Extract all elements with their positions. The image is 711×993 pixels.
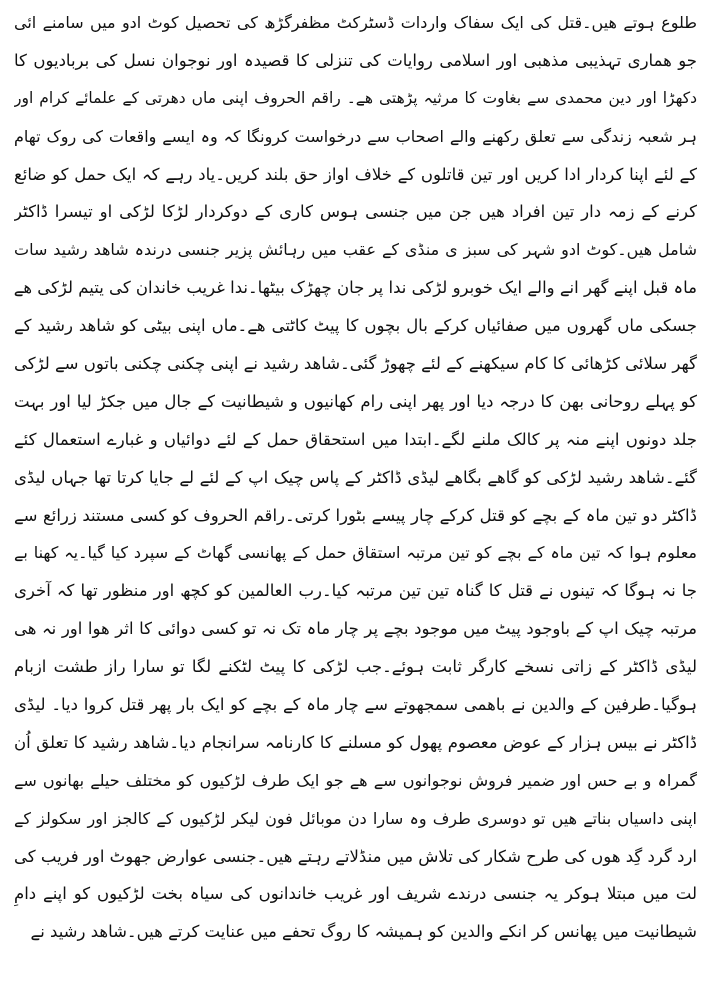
text-line: ڈاکٹر نے بیس ہزار کے عوض معصوم پھول کو مسلنے کا کارنامہ سرانجام دیا۔شاھد رشید کا تعلق اُن xyxy=(14,732,697,752)
text-line: جو ھماری تہذیبی مذھبی اور اسلامی روایات کی تنزلی کا قصیدہ اور نوجوان نسل کی بربادیوں کا xyxy=(14,50,697,70)
text-line: گھر سلائی کڑھائی کا کام سیکھنے کے لئے چھوڑ گئی۔شاھد رشید نے اپنی چکنی چکنی باتوں سے لڑکی xyxy=(14,354,697,374)
text-line: کو پہلے روحانی بھن کا درجہ دیا اور پھر اپنی رام کھانیوں و شیطانیت کے جال میں جکڑ لیا اور بہت xyxy=(14,391,697,411)
text-line: دکھڑا اور دین محمدی سے بغاوت کا مرثیہ پڑھتی ھے۔ راقم الحروف اپنی ماں دھرتی کے علمائے کرام اور xyxy=(14,88,697,107)
text-line: جلد دونوں اپنے منہ پر کالک ملنے لگے۔ابتدا میں استحقاق حمل کے لئے دوائیاں و غبارے استعمال کئے xyxy=(14,429,697,449)
text-line: ہر شعبہ زندگی سے تعلق رکھنے والے اصحاب سے درخواست کرونگا کہ وہ ایسے واقعات کی روک تھام xyxy=(14,126,697,146)
text-line: طلوع ہوتے ھیں۔قتل کی ایک سفاک واردات ڈسٹرکٹ مظفرگڑھ کی تحصیل کوٹ ادو میں سامنے ائی xyxy=(14,13,697,32)
text-line: شیطانیت میں پھانس کر انکے والدین کو ہمیشہ کا روگ تحفے میں عنایت کرتے ھیں۔شاھد رشید نے xyxy=(30,922,697,942)
text-line: گمراہ و بے حس اور ضمیر فروش نوجوانوں سے ھے جو ایک طرف لڑکیوں کو مختلف حیلے بھانوں سے xyxy=(14,770,697,790)
text-line: کرنے کے زمہ دار تین افراد ھیں جن میں جنسی ہوس کاری کے دوکردار لڑکا لڑکی او تیسرا ڈاکٹر xyxy=(14,202,697,222)
text-line: اپنی داسیاں بناتے ھیں تو دوسری طرف وہ سارا دن موبائل فون لیکر لڑکیوں کے کالجز اور سکولز کے xyxy=(14,808,697,828)
text-line: جا نہ ہوگا کہ تینوں نے قتل کا گناہ تین تین مرتبہ کیا۔رب العالمین کو کچھ اور منظور تھا کہ آخری xyxy=(14,581,697,601)
text-line: ارد گرد گِد ھوں کی طرح شکار کی تلاش میں منڈلاتے رہتے ھیں۔جنسی عوارض جھوٹ اور فریب کی xyxy=(14,846,697,866)
text-line: لیڈی ڈاکٹر کے زاتی نسخے کارگر ثابت ہوئے۔جب لڑکی کا پیٹ لٹکنے لگا تو سارا راز طشت ازبام xyxy=(14,657,697,677)
text-line: شامل ھیں۔کوٹ ادو شہر کی سبز ی منڈی کے عقب میں رہائش پزیر جنسی درندہ شاھد رشید سات xyxy=(14,240,697,260)
text-line: ماہ قبل اپنے گھر انے والے ایک خوبرو لڑکی ندا پر جان چھڑک بیٹھا۔ندا غریب خاندان کی یتیم لڑکی ھے xyxy=(14,278,697,298)
article-text xyxy=(14,4,697,951)
text-line: معلوم ہوا کہ تین ماہ کے بچے کو تین مرتبہ استقاق حمل کے پھانسی گھاٹ کے سپرد کیا گیا۔یہ کھنا بے xyxy=(14,543,697,563)
text-line: ڈاکٹر دو تین ماہ کے بچے کو قتل کرکے چار پیسے بٹورا کرتی۔راقم الحروف کو کسی مستند زرائع سے xyxy=(14,505,697,525)
text-line: کے لئے اپنا کردار ادا کریں اور تین قاتلوں کے خلاف اواز حق بلند کریں۔یاد رہے کہ ایک حمل کو ضائع xyxy=(14,164,697,184)
text-line: لت میں مبتلا ہوکر یہ جنسی درندے شریف اور غریب خاندانوں کی سیاہ بخت لڑکیوں کو اپنے دامِ xyxy=(14,884,697,904)
text-line: ہوگیا۔طرفین کے والدین نے باھمی سمجھوتے سے چار ماہ کے بچے کو ایک بار پھر قتل کروا دیا۔ لیڈی xyxy=(14,695,697,715)
text-line: مرتبہ چیک اپ کے باوجود پیٹ میں موجود بچے پر چار ماہ تک نہ تو کسی دوائی کا اثر ھوا اور نہ ھی xyxy=(14,619,697,639)
text-line: گئے۔شاھد رشید لڑکی کو گاھے بگاھے لیڈی ڈاکٹر کے پاس چیک اپ کے لئے لے جایا کرتا تھا جہاں لیڈی xyxy=(14,467,697,487)
text-line: جسکی ماں گھروں میں صفائیاں کرکے بال بچوں کا پیٹ کاٹتی ھے۔ماں اپنی بیٹی کو شاھد رشید کے xyxy=(14,316,697,336)
